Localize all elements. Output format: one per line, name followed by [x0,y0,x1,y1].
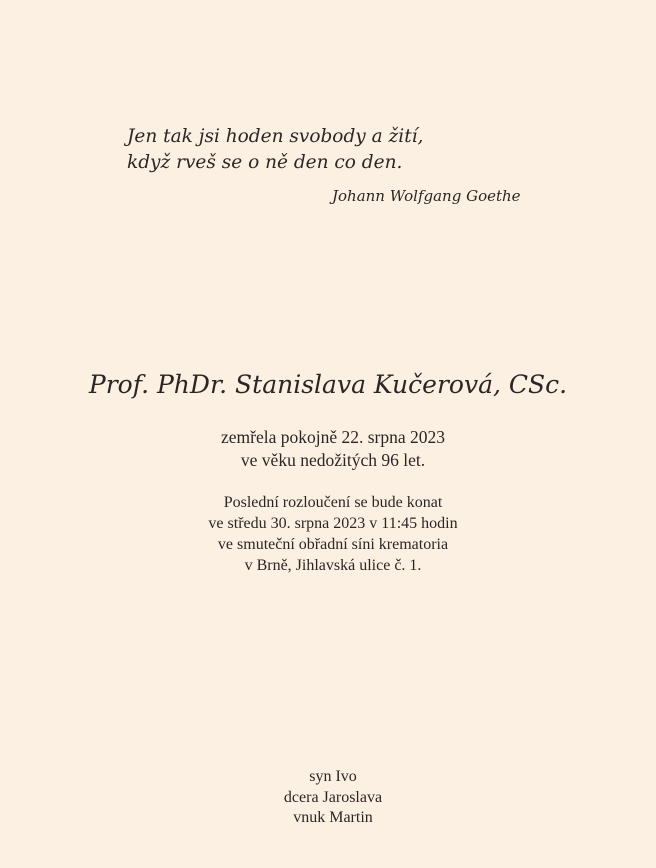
funeral-info-line: ve středu 30. srpna 2023 v 11:45 hodin [208,515,458,532]
death-notice-line: zemřela pokojně 22. srpna 2023 [220,427,446,447]
quote-line: Jen tak jsi hoden svobody a žití, [127,126,424,147]
death-notice-line: ve věku nedožitých 96 let. [240,450,426,470]
funeral-info-line: Poslední rozloučení se bude konat [223,494,443,511]
quote-author: Johann Wolfgang Goethe [332,187,521,205]
funeral-info-line: v Brně, Jihlavská ulice č. 1. [244,557,422,574]
deceased-name: Prof. PhDr. Stanislava Kučerová, CSc. [88,370,568,399]
family-member: vnuk Martin [293,809,373,826]
funeral-info [0,492,656,576]
family-signatures [0,767,656,829]
family-member: dcera Jaroslava [283,788,383,806]
family-member: syn Ivo [309,768,357,785]
epigraph-quote [127,124,423,176]
death-notice [0,426,656,472]
quote-line: když rveš se o ně den co den. [127,152,403,173]
funeral-info-line: ve smuteční obřadní síni krematoria [217,536,449,553]
